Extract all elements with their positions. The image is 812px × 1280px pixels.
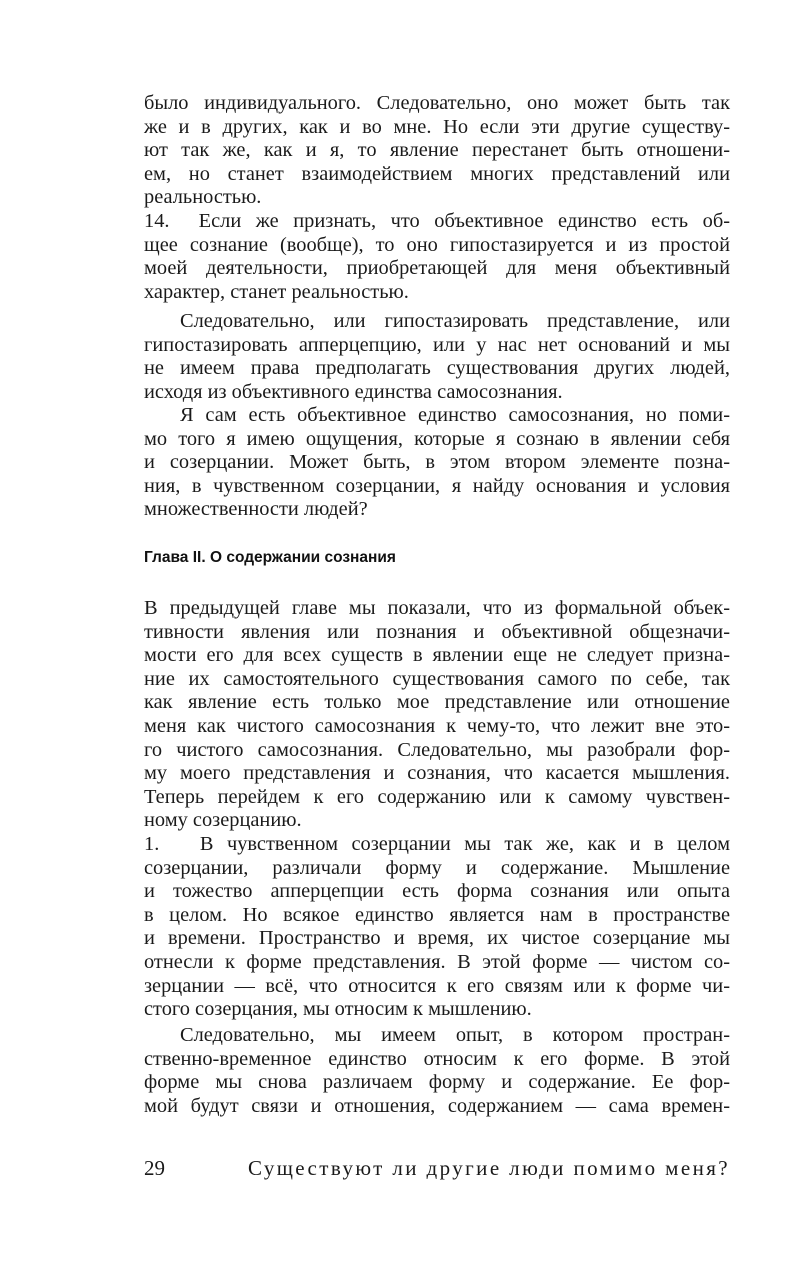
paragraph-experience — [144, 1024, 730, 1118]
text-line: ному созерцанию. — [144, 809, 302, 832]
text-line: же и в других, как и во мне. Но если эти другие существу- — [144, 115, 730, 138]
text-line: созерцании, различали форму и содержание. Мышление — [144, 856, 730, 879]
text-line: го чистого самосознания. Следовательно, мы разобрали фор- — [144, 738, 730, 761]
text-line: 1. В чувственном созерцании мы так же, как и в целом — [144, 833, 730, 855]
text-line: Следовательно, или гипостазировать представление, или — [180, 310, 730, 332]
text-line: множественности людей? — [144, 498, 368, 521]
text-line: Следовательно, мы имеем опыт, в котором простран- — [180, 1024, 730, 1046]
text-line: тивности явления или познания и объективной общезначи- — [144, 620, 730, 643]
text-line: ние их самостоятельного существования самого по себе, так — [144, 667, 730, 690]
text-line: мо того я имею ощущения, которые я сознаю в явлении себя — [144, 427, 730, 450]
text-line: 14. Если же признать, что объективное единство есть об- — [144, 210, 730, 232]
text-line: ственно-временное единство относим к его форме. В этой — [144, 1047, 730, 1070]
text-line: Теперь перейдем к его содержанию или к самому чувствен- — [144, 785, 730, 808]
text-line: отнесли к форме представления. В этой форме — чистом со- — [144, 950, 730, 973]
text-line: ем, но станет взаимодействием многих представлений или — [144, 162, 730, 185]
text-line: Я сам есть объективное единство самосознания, но поми- — [180, 404, 730, 426]
text-line: меня как чистого самосознания к чему-то, что лежит вне это- — [144, 714, 730, 737]
text-line: мости его для всех существ в явлении еще не следует призна- — [144, 644, 730, 667]
text-line: и времени. Пространство и время, их чистое созерцание мы — [144, 927, 730, 950]
text-line: стого созерцания, мы относим к мышлению. — [144, 998, 532, 1021]
text-line: зерцании — всё, что относится к его связям или к форме чи- — [144, 974, 730, 997]
paragraph-self — [144, 404, 730, 522]
text-line: не имеем права предполагать существования других людей, — [144, 357, 730, 380]
text-line: гипостазировать апперцепцию, или у нас нет оснований и мы — [144, 333, 730, 356]
text-line: моей деятельности, приобретающей для меня объективный — [144, 257, 730, 280]
text-line: было индивидуального. Следовательно, оно может быть так — [144, 92, 730, 114]
paragraph-1 — [144, 833, 730, 1022]
text-line: и созерцании. Может быть, в этом втором элементе позна- — [144, 451, 730, 474]
text-line: в целом. Но всякое единство является нам в пространстве — [144, 903, 730, 926]
text-line: исходя из объективного единства самосознания. — [144, 380, 563, 403]
chapter-heading: Глава II. О содержании сознания — [144, 549, 396, 566]
text-line: В предыдущей главе мы показали, что из формальной объек- — [144, 597, 730, 619]
paragraph-chapter-intro — [144, 597, 730, 833]
text-line: и тожество апперцепции есть форма сознания или опыта — [144, 880, 730, 903]
paragraph-continuation — [144, 92, 730, 210]
text-line: мой будут связи и отношения, содержанием — сама времен- — [144, 1094, 730, 1117]
paragraph-14 — [144, 210, 730, 304]
text-line: реальностью. — [144, 186, 262, 209]
text-line: характер, станет реальностью. — [144, 280, 409, 303]
running-title: Существуют ли другие люди помимо меня? — [247, 1156, 730, 1180]
text-line: ния, в чувственном созерцании, я найду основания и условия — [144, 474, 730, 497]
text-line: ют так же, как и я, то явление перестанет быть отношени- — [144, 139, 730, 162]
paragraph-hypostatize — [144, 310, 730, 404]
text-line: форме мы снова различаем форму и содержание. Ее фор- — [144, 1071, 730, 1094]
text-line: как явление есть только мое представление или отношение — [144, 691, 730, 714]
text-line: му моего представления и сознания, что касается мышления. — [144, 762, 730, 785]
text-line: щее сознание (вообще), то оно гипостазируется и из простой — [144, 233, 730, 256]
page-number: 29 — [144, 1156, 165, 1180]
